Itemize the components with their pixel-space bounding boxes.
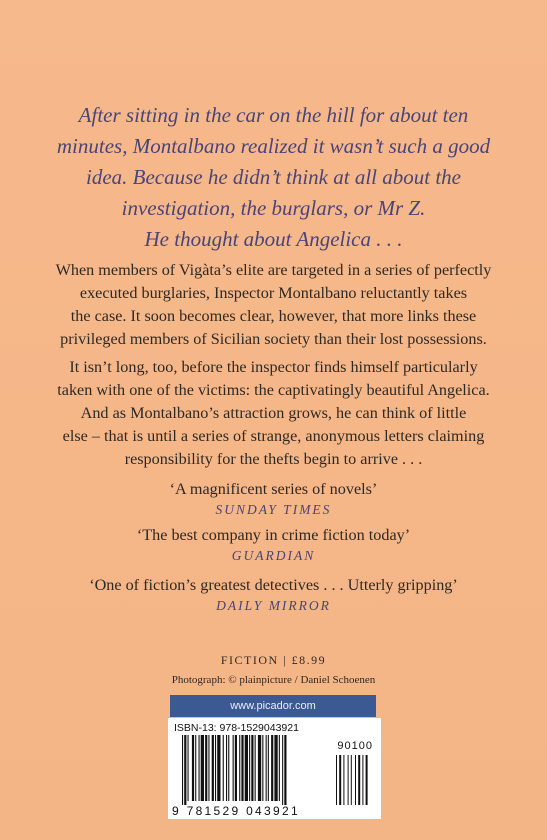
- barcode-bar: [205, 735, 207, 801]
- review-source: DAILY MIRROR: [216, 598, 331, 613]
- blurb-paragraph-2: [22, 356, 525, 471]
- barcode-bar: [235, 735, 237, 801]
- barcode-bars: [174, 735, 377, 805]
- barcode-bar: [249, 735, 250, 801]
- barcode-bar: [239, 735, 240, 801]
- isbn-text: ISBN-13: 978-1529043921: [174, 722, 299, 734]
- barcode-bar: [258, 735, 261, 801]
- barcode-bar: [215, 735, 216, 801]
- paragraph-line: And as Montalbano’s attraction grows, he can think of little: [80, 404, 467, 422]
- review-quote: ‘One of fiction’s greatest detectives . . . Utterly gripping’: [89, 576, 458, 594]
- barcode-bar: [199, 735, 200, 801]
- review-source: SUNDAY TIMES: [215, 502, 332, 517]
- barcode-bar: [208, 735, 209, 801]
- addon-bar: [355, 755, 356, 805]
- barcode-bar: [233, 735, 234, 801]
- barcode-bar: [223, 735, 224, 801]
- addon-bar: [358, 755, 360, 805]
- paragraph-line: When members of Vigàta’s elite are targeted in a series of perfectly: [55, 261, 492, 279]
- paragraph-line: the case. It soon becomes clear, however, that more links these: [70, 307, 477, 325]
- barcode-bar: [195, 735, 196, 801]
- barcode-bar: [217, 735, 220, 801]
- barcode-bar: [274, 735, 277, 801]
- review-2: [0, 524, 547, 566]
- barcode-bar: [282, 735, 283, 805]
- barcode-bar: [184, 735, 186, 805]
- category-price: FICTION | £8.99: [220, 653, 327, 667]
- paragraph-line: executed burglaries, Inspector Montalbano reluctantly takes: [79, 284, 468, 302]
- paragraph-line: taken with one of the victims: the captivatingly beautiful Angelica.: [57, 381, 490, 399]
- barcode-bar: [245, 735, 248, 801]
- addon-bar: [351, 755, 352, 805]
- paragraph-line: else – that is until a series of strange, anonymous letters claiming: [62, 427, 485, 445]
- barcode-bar: [271, 735, 273, 801]
- barcode-bar: [226, 735, 227, 801]
- photo-credit: Photograph: © plainpicture / Daniel Schoenen: [171, 674, 376, 686]
- blurb-paragraph-1: [22, 259, 525, 351]
- addon-bar: [336, 755, 337, 805]
- review-1: [0, 478, 547, 520]
- quote-line: minutes, Montalbano realized it wasn’t such a good: [56, 134, 491, 158]
- barcode-bar: [228, 735, 229, 801]
- addon-bar: [343, 755, 344, 805]
- quote-line: He thought about Angelica . . .: [144, 227, 403, 251]
- addon-bar: [366, 755, 368, 805]
- barcode-bar: [284, 735, 286, 805]
- barcode-bar: [268, 735, 269, 801]
- publisher-website: www.picador.com: [170, 695, 376, 717]
- barcode-bar: [262, 735, 263, 801]
- barcode-bar: [266, 735, 267, 801]
- barcode-bar: [188, 735, 189, 801]
- addon-bar: [362, 755, 363, 805]
- barcode-bar: [241, 735, 243, 801]
- quote-line: idea. Because he didn’t think at all about the: [85, 165, 461, 189]
- paragraph-line: privileged members of Sicilian society than their lost possessions.: [60, 330, 487, 348]
- barcode-bar: [182, 735, 183, 805]
- addon-bar: [348, 755, 349, 805]
- addon-bar: [339, 755, 341, 805]
- barcode-bar: [192, 735, 194, 801]
- review-quote: ‘A magnificent series of novels’: [169, 480, 378, 498]
- quote-line: investigation, the burglars, or Mr Z.: [121, 196, 426, 220]
- barcode-bar: [255, 735, 256, 801]
- paragraph-line: responsibility for the thefts begin to arrive . . .: [124, 450, 423, 468]
- price-addon-number: 90100: [337, 740, 373, 752]
- barcode-bar: [279, 735, 280, 801]
- review-3: [0, 574, 547, 616]
- paragraph-line: It isn’t long, too, before the inspector finds himself particularly: [69, 358, 478, 376]
- barcode-bar: [212, 735, 214, 801]
- ean-digits: 9 781529 043921: [172, 804, 300, 818]
- quote-line: After sitting in the car on the hill for about ten: [78, 103, 469, 127]
- barcode-bar: [201, 735, 204, 801]
- barcode-box: [168, 718, 381, 819]
- review-source: GUARDIAN: [231, 548, 316, 563]
- pull-quote: [0, 100, 547, 255]
- review-quote: ‘The best company in crime fiction today’: [136, 526, 411, 544]
- barcode-bar: [251, 735, 253, 801]
